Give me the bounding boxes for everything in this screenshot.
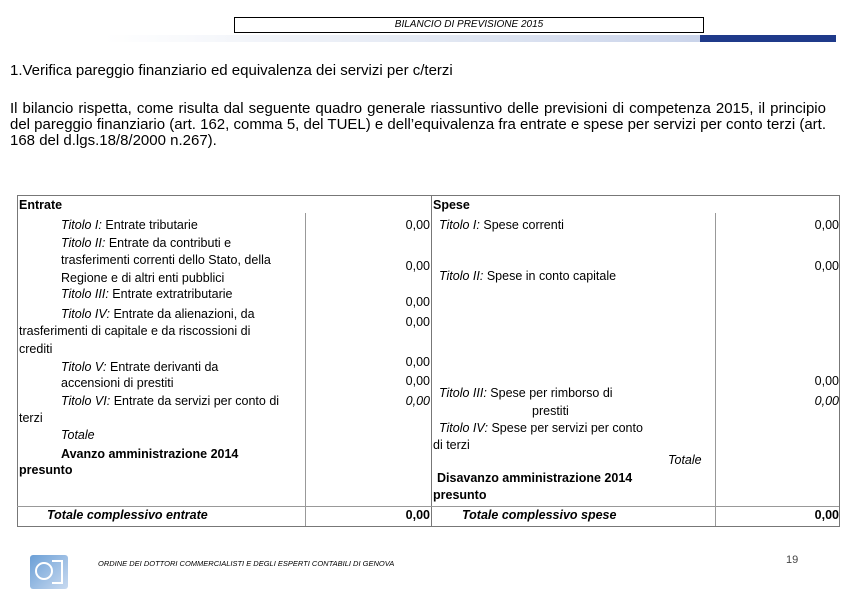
- entrate-titolo-4-line-3: crediti: [19, 342, 53, 356]
- header-accent-bar: [700, 35, 836, 42]
- table-top-border: [17, 195, 839, 196]
- avanzo-label: Avanzo amministrazione 2014: [61, 447, 239, 461]
- entrate-value: 0,00: [405, 374, 430, 388]
- header-gradient-bar: [105, 35, 705, 42]
- entrate-value: 0,00: [405, 394, 430, 408]
- entrate-titolo-2-line-3: Regione e di altri enti pubblici: [61, 271, 225, 285]
- entrate-titolo-6-line-2: terzi: [19, 411, 43, 425]
- entrate-titolo-5-line-2: accensioni di prestiti: [61, 376, 174, 390]
- entrate-titolo-2: Titolo II: Entrate da contributi e: [61, 236, 232, 250]
- document-header-title: BILANCIO DI PREVISIONE 2015: [234, 17, 704, 33]
- spese-titolo-4: Titolo IV: Spese per servizi per conto: [439, 421, 643, 435]
- section-heading: 1.Verifica pareggio finanziario ed equivalenza dei servizi per c/terzi: [10, 62, 453, 79]
- entrate-titolo-4: Titolo IV: Entrate da alienazioni, da: [61, 307, 255, 321]
- entrate-titolo-3: Titolo III: Entrate extratributarie: [61, 287, 233, 301]
- table-bottom-border: [17, 526, 839, 527]
- spese-value: 0,00: [814, 259, 839, 273]
- entrate-titolo-4-line-2: trasferimenti di capitale e da riscossioni di: [19, 324, 251, 338]
- footer-organization: ORDINE DEI DOTTORI COMMERCIALISTI E DEGLI ESPERTI CONTABILI DI GENOVA: [98, 559, 395, 568]
- entrate-header: Entrate: [19, 198, 63, 212]
- spese-titolo-4-line-2: di terzi: [433, 438, 470, 452]
- table-center-divider: [431, 195, 432, 527]
- total-row-top-line: [17, 506, 839, 507]
- disavanzo-label-line-2: presunto: [433, 488, 487, 502]
- entrate-totale-label: Totale: [61, 428, 95, 442]
- spese-header: Spese: [433, 198, 470, 212]
- page-number: 19: [786, 554, 799, 566]
- spese-column-divider: [715, 213, 716, 527]
- intro-paragraph: Il bilancio rispetta, come risulta dal seguente quadro generale riassuntivo delle previsioni di competenza 2015, il principio del pareggio finanziario (art. 162, comma 5, del TUEL) e dell’equivalenza fra entrate e spese per servizi per conto terzi (art. 168 del d.lgs.18/8/2000 n.267).: [10, 100, 826, 149]
- entrate-titolo-2-line-2: trasferimenti correnti dello Stato, della: [61, 253, 271, 267]
- spese-titolo-2: Titolo II: Spese in conto capitale: [439, 269, 617, 283]
- order-logo-icon: [30, 555, 68, 589]
- entrate-titolo-6: Titolo VI: Entrate da servizi per conto di: [61, 394, 280, 408]
- spese-totale-label: Totale: [668, 453, 702, 467]
- spese-total-value: 0,00: [814, 508, 839, 522]
- spese-value: 0,00: [814, 394, 839, 408]
- spese-titolo-3: Titolo III: Spese per rimborso di: [439, 386, 613, 400]
- disavanzo-label: Disavanzo amministrazione 2014: [437, 471, 633, 485]
- avanzo-label-line-2: presunto: [19, 463, 73, 477]
- entrate-titolo-1: Titolo I: Entrate tributarie: [61, 218, 198, 232]
- totale-complessivo-spese-label: Totale complessivo spese: [462, 508, 617, 522]
- entrate-value: 0,00: [405, 315, 430, 329]
- spese-titolo-3-line-2: prestiti: [532, 404, 569, 418]
- spese-value: 0,00: [814, 218, 839, 232]
- entrate-value: 0,00: [405, 218, 430, 232]
- totale-complessivo-entrate-label: Totale complessivo entrate: [47, 508, 208, 522]
- entrate-total-value: 0,00: [405, 508, 430, 522]
- table-right-border: [839, 195, 840, 527]
- entrate-column-divider: [305, 213, 306, 527]
- entrate-value: 0,00: [405, 259, 430, 273]
- spese-value: 0,00: [814, 374, 839, 388]
- table-left-border: [17, 195, 18, 527]
- entrate-value: 0,00: [405, 355, 430, 369]
- spese-titolo-1: Titolo I: Spese correnti: [439, 218, 564, 232]
- entrate-value: 0,00: [405, 295, 430, 309]
- entrate-titolo-5: Titolo V: Entrate derivanti da: [61, 360, 219, 374]
